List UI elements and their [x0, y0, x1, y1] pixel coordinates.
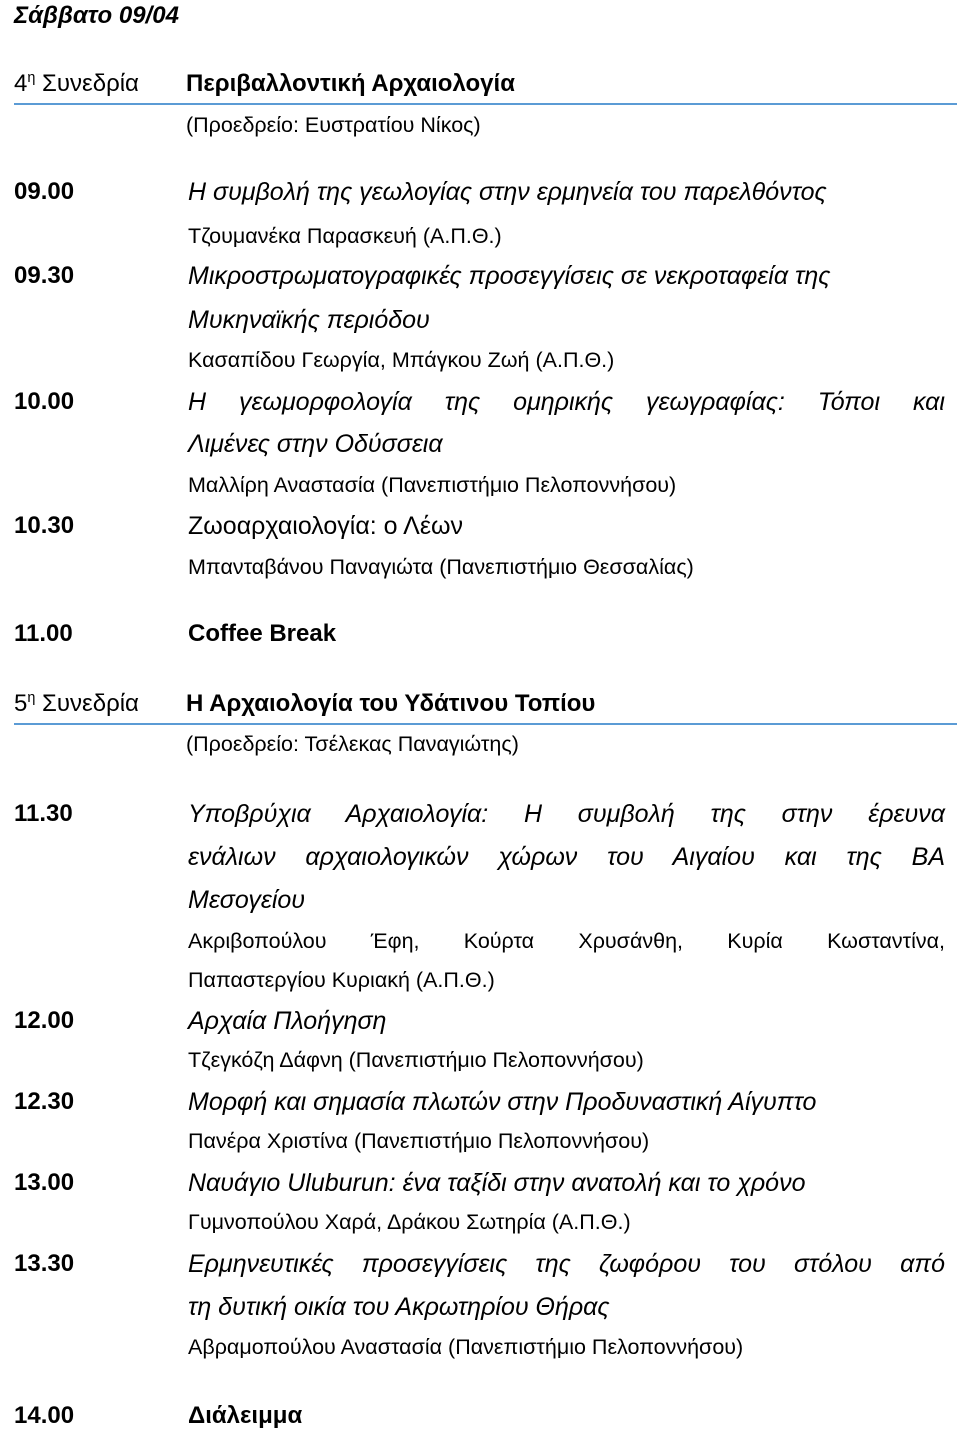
break-label: Coffee Break: [188, 620, 337, 647]
talk-authors: Παπαστεργίου Κυριακή (Α.Π.Θ.): [188, 968, 495, 992]
break-label: Διάλειμμα: [188, 1402, 303, 1429]
talk-authors: Αβραμοπούλου Αναστασία (Πανεπιστήμιο Πελοποννήσου): [188, 1335, 744, 1359]
talk-time: 12.30: [14, 1088, 75, 1115]
talk-time: 13.00: [14, 1169, 75, 1196]
talk-title: τη δυτική οικία του Ακρωτηρίου Θήρας: [188, 1293, 610, 1321]
talk-time: 12.00: [14, 1007, 75, 1034]
session-4-ordinal: η: [27, 70, 36, 86]
day-title: Σάββατο 09/04: [14, 2, 179, 29]
talk-time: 09.00: [14, 178, 75, 205]
session-5-word: Συνεδρία: [42, 690, 139, 717]
talk-authors: Τζεγκόζη Δάφνη (Πανεπιστήμιο Πελοποννήσου): [188, 1048, 644, 1072]
talk-title: Λιμένες στην Οδύσσεια: [188, 430, 443, 458]
session-5-label: [14, 690, 139, 718]
talk-time: 09.30: [14, 262, 75, 289]
session-4-chair: (Προεδρείο: Ευστρατίου Νίκος): [186, 113, 481, 137]
talk-title: Μικροστρωματογραφικές προσεγγίσεις σε νεκροταφεία της: [188, 262, 831, 290]
talk-authors: Τζουμανέκα Παρασκευή (Α.Π.Θ.): [188, 224, 502, 248]
talk-authors: Κασαπίδου Γεωργία, Μπάγκου Ζωή (Α.Π.Θ.): [188, 348, 615, 372]
talk-authors: Ακριβοπούλου Έφη, Κούρτα Χρυσάνθη, Κυρία Κωσταντίνα,: [188, 929, 945, 953]
talk-authors: Γυμνοπούλου Χαρά, Δράκου Σωτηρία (Α.Π.Θ.): [188, 1210, 631, 1234]
session-4-number: 4: [14, 70, 28, 97]
talk-time: 13.30: [14, 1250, 75, 1277]
talk-title: Ερμηνευτικές προσεγγίσεις της ζωφόρου του στόλου από: [188, 1250, 945, 1278]
talk-title: Μορφή και σημασία πλωτών στην Προδυναστική Αίγυπτο: [188, 1088, 817, 1116]
talk-title: Η γεωμορφολογία της ομηρικής γεωγραφίας: Τόποι και: [188, 388, 945, 416]
talk-title: Ζωοαρχαιολογία: ο Λέων: [188, 512, 464, 540]
talk-title: Αρχαία Πλοήγηση: [188, 1007, 387, 1035]
talk-authors: Μπανταβάνου Παναγιώτα (Πανεπιστήμιο Θεσσαλίας): [188, 555, 694, 579]
session-4-divider: [14, 103, 957, 105]
session-5-divider: [14, 723, 957, 725]
talk-title: Μεσογείου: [188, 886, 306, 914]
session-5-title: Η Αρχαιολογία του Υδάτινου Τοπίου: [186, 690, 596, 717]
talk-title: Μυκηναϊκής περιόδου: [188, 306, 430, 334]
session-5-number: 5: [14, 690, 28, 717]
break-time: 14.00: [14, 1402, 75, 1429]
talk-title: Υποβρύχια Αρχαιολογία: Η συμβολή της στην έρευνα: [188, 800, 945, 828]
session-4-label: [14, 70, 139, 98]
talk-title: Ναυάγιο Uluburun: ένα ταξίδι στην ανατολή και το χρόνο: [188, 1169, 806, 1197]
talk-authors: Πανέρα Χριστίνα (Πανεπιστήμιο Πελοποννήσου): [188, 1129, 650, 1153]
session-4-word: Συνεδρία: [42, 70, 139, 97]
session-5-chair: (Προεδρείο: Τσέλεκας Παναγιώτης): [186, 732, 519, 756]
session-4-title: Περιβαλλοντική Αρχαιολογία: [186, 70, 515, 97]
talk-time: 11.30: [14, 800, 73, 827]
break-time: 11.00: [14, 620, 73, 647]
talk-title: Η συμβολή της γεωλογίας στην ερμηνεία του παρελθόντος: [188, 178, 827, 206]
talk-time: 10.30: [14, 512, 75, 539]
talk-title: ενάλιων αρχαιολογικών χώρων του Αιγαίου και της ΒΑ: [188, 843, 945, 871]
session-5-ordinal: η: [27, 690, 36, 706]
talk-time: 10.00: [14, 388, 75, 415]
talk-authors: Μαλλίρη Αναστασία (Πανεπιστήμιο Πελοποννήσου): [188, 473, 677, 497]
